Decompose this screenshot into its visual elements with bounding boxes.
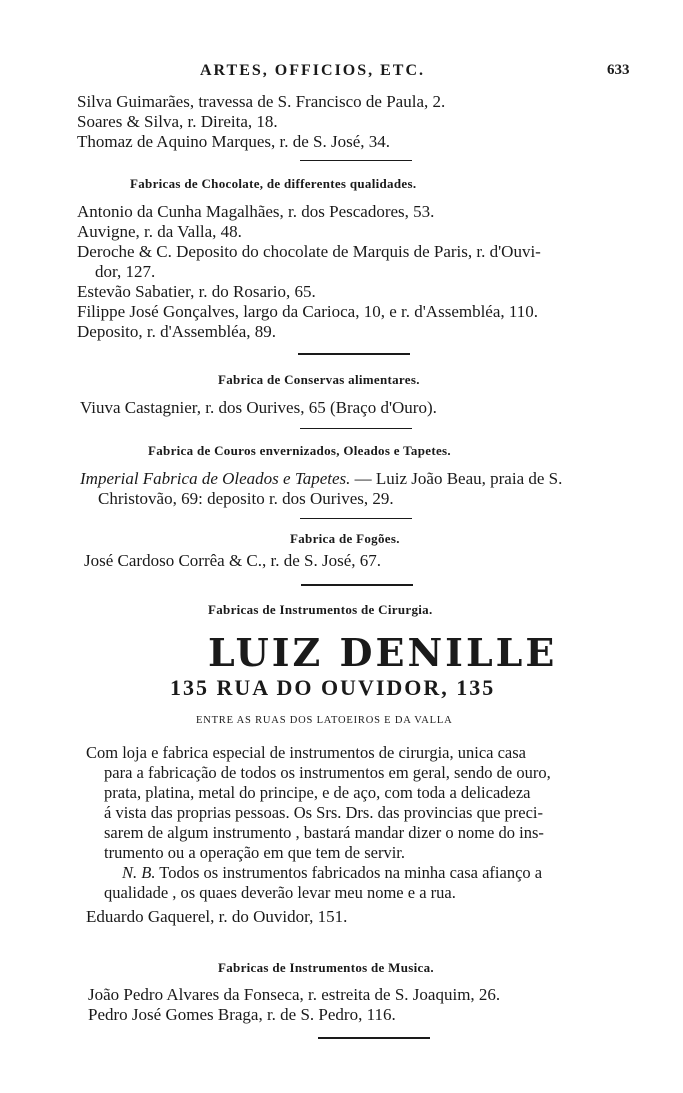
paragraph-line: á vista das proprias pessoas. Os Srs. Drs. das provincias que preci-	[104, 803, 543, 822]
italic-company: Imperial Fabrica de Oleados e Tapetes.	[80, 469, 351, 488]
entry-line: Viuva Castagnier, r. dos Ourives, 65 (Braço d'Ouro).	[80, 398, 437, 417]
running-title: ARTES, OFFICIOS, ETC.	[200, 62, 426, 79]
divider	[300, 518, 412, 519]
page-number: 633	[607, 62, 630, 78]
paragraph-line: sarem de algum instrumento , bastará mandar dizer o nome do ins-	[104, 823, 544, 842]
divider	[318, 1037, 430, 1039]
entry-line: Soares & Silva, r. Direita, 18.	[77, 112, 278, 131]
entry-line	[80, 469, 562, 489]
entry-line: Auvigne, r. da Valla, 48.	[77, 222, 242, 241]
nb-label: N. B.	[122, 863, 156, 882]
paragraph-line: qualidade , os quaes deverão levar meu nome e a rua.	[104, 883, 456, 902]
paragraph-line: para a fabricação de todos os instrumentos em geral, sendo de ouro,	[104, 763, 551, 782]
divider	[301, 584, 413, 586]
section-heading-conservas: Fabrica de Conservas alimentares.	[218, 372, 420, 387]
divider	[300, 160, 412, 161]
entry-line: Christovão, 69: deposito r. dos Ourives, 29.	[98, 489, 394, 508]
entry-line: Estevão Sabatier, r. do Rosario, 65.	[77, 282, 316, 301]
advert-name: LUIZ DENILLE	[208, 630, 558, 675]
section-heading-fogoes: Fabrica de Fogões.	[290, 531, 400, 546]
divider	[298, 353, 410, 355]
paragraph-line: Com loja e fabrica especial de instrumentos de cirurgia, unica casa	[86, 743, 526, 762]
entry-line: Silva Guimarães, travessa de S. Francisco de Paula, 2.	[77, 92, 446, 111]
nb-text: Todos os instrumentos fabricados na minha casa afianço a	[155, 863, 543, 882]
paragraph-line	[122, 863, 542, 883]
paragraph-line: trumento ou a operação em que tem de servir.	[104, 843, 406, 862]
entry-line: João Pedro Alvares da Fonseca, r. estreita de S. Joaquim, 26.	[88, 985, 501, 1004]
entry-line: José Cardoso Corrêa & C., r. de S. José, 67.	[84, 551, 382, 570]
advert-between: ENTRE AS RUAS DOS LATOEIROS E DA VALLA	[196, 715, 453, 726]
entry-line: Filippe José Gonçalves, largo da Carioca, 10, e r. d'Assembléa, 110.	[77, 302, 539, 321]
entry-rest: — Luiz João Beau, praia de S.	[350, 469, 563, 488]
page-header	[0, 62, 683, 84]
section-heading-chocolate: Fabricas de Chocolate, de differentes qualidades.	[130, 176, 417, 191]
section-heading-musica: Fabricas de Instrumentos de Musica.	[218, 960, 434, 975]
entry-line: Eduardo Gaquerel, r. do Ouvidor, 151.	[86, 907, 348, 926]
divider	[300, 428, 412, 429]
entry-line: Deroche & C. Deposito do chocolate de Marquis de Paris, r. d'Ouvi-	[77, 242, 541, 261]
entry-line: dor, 127.	[95, 262, 156, 281]
entry-line: Antonio da Cunha Magalhães, r. dos Pescadores, 53.	[77, 202, 435, 221]
entry-line: Pedro José Gomes Braga, r. de S. Pedro, 116.	[88, 1005, 396, 1024]
entry-line: Thomaz de Aquino Marques, r. de S. José, 34.	[77, 132, 391, 151]
paragraph-line: prata, platina, metal do principe, e de aço, com toda a delicadeza	[104, 783, 531, 802]
section-heading-couros: Fabrica de Couros envernizados, Oleados e Tapetes.	[148, 443, 451, 458]
entry-line: Deposito, r. d'Assembléa, 89.	[77, 322, 277, 341]
advert-address: 135 RUA DO OUVIDOR, 135	[170, 675, 496, 700]
section-heading-cirurgia: Fabricas de Instrumentos de Cirurgia.	[208, 602, 433, 617]
